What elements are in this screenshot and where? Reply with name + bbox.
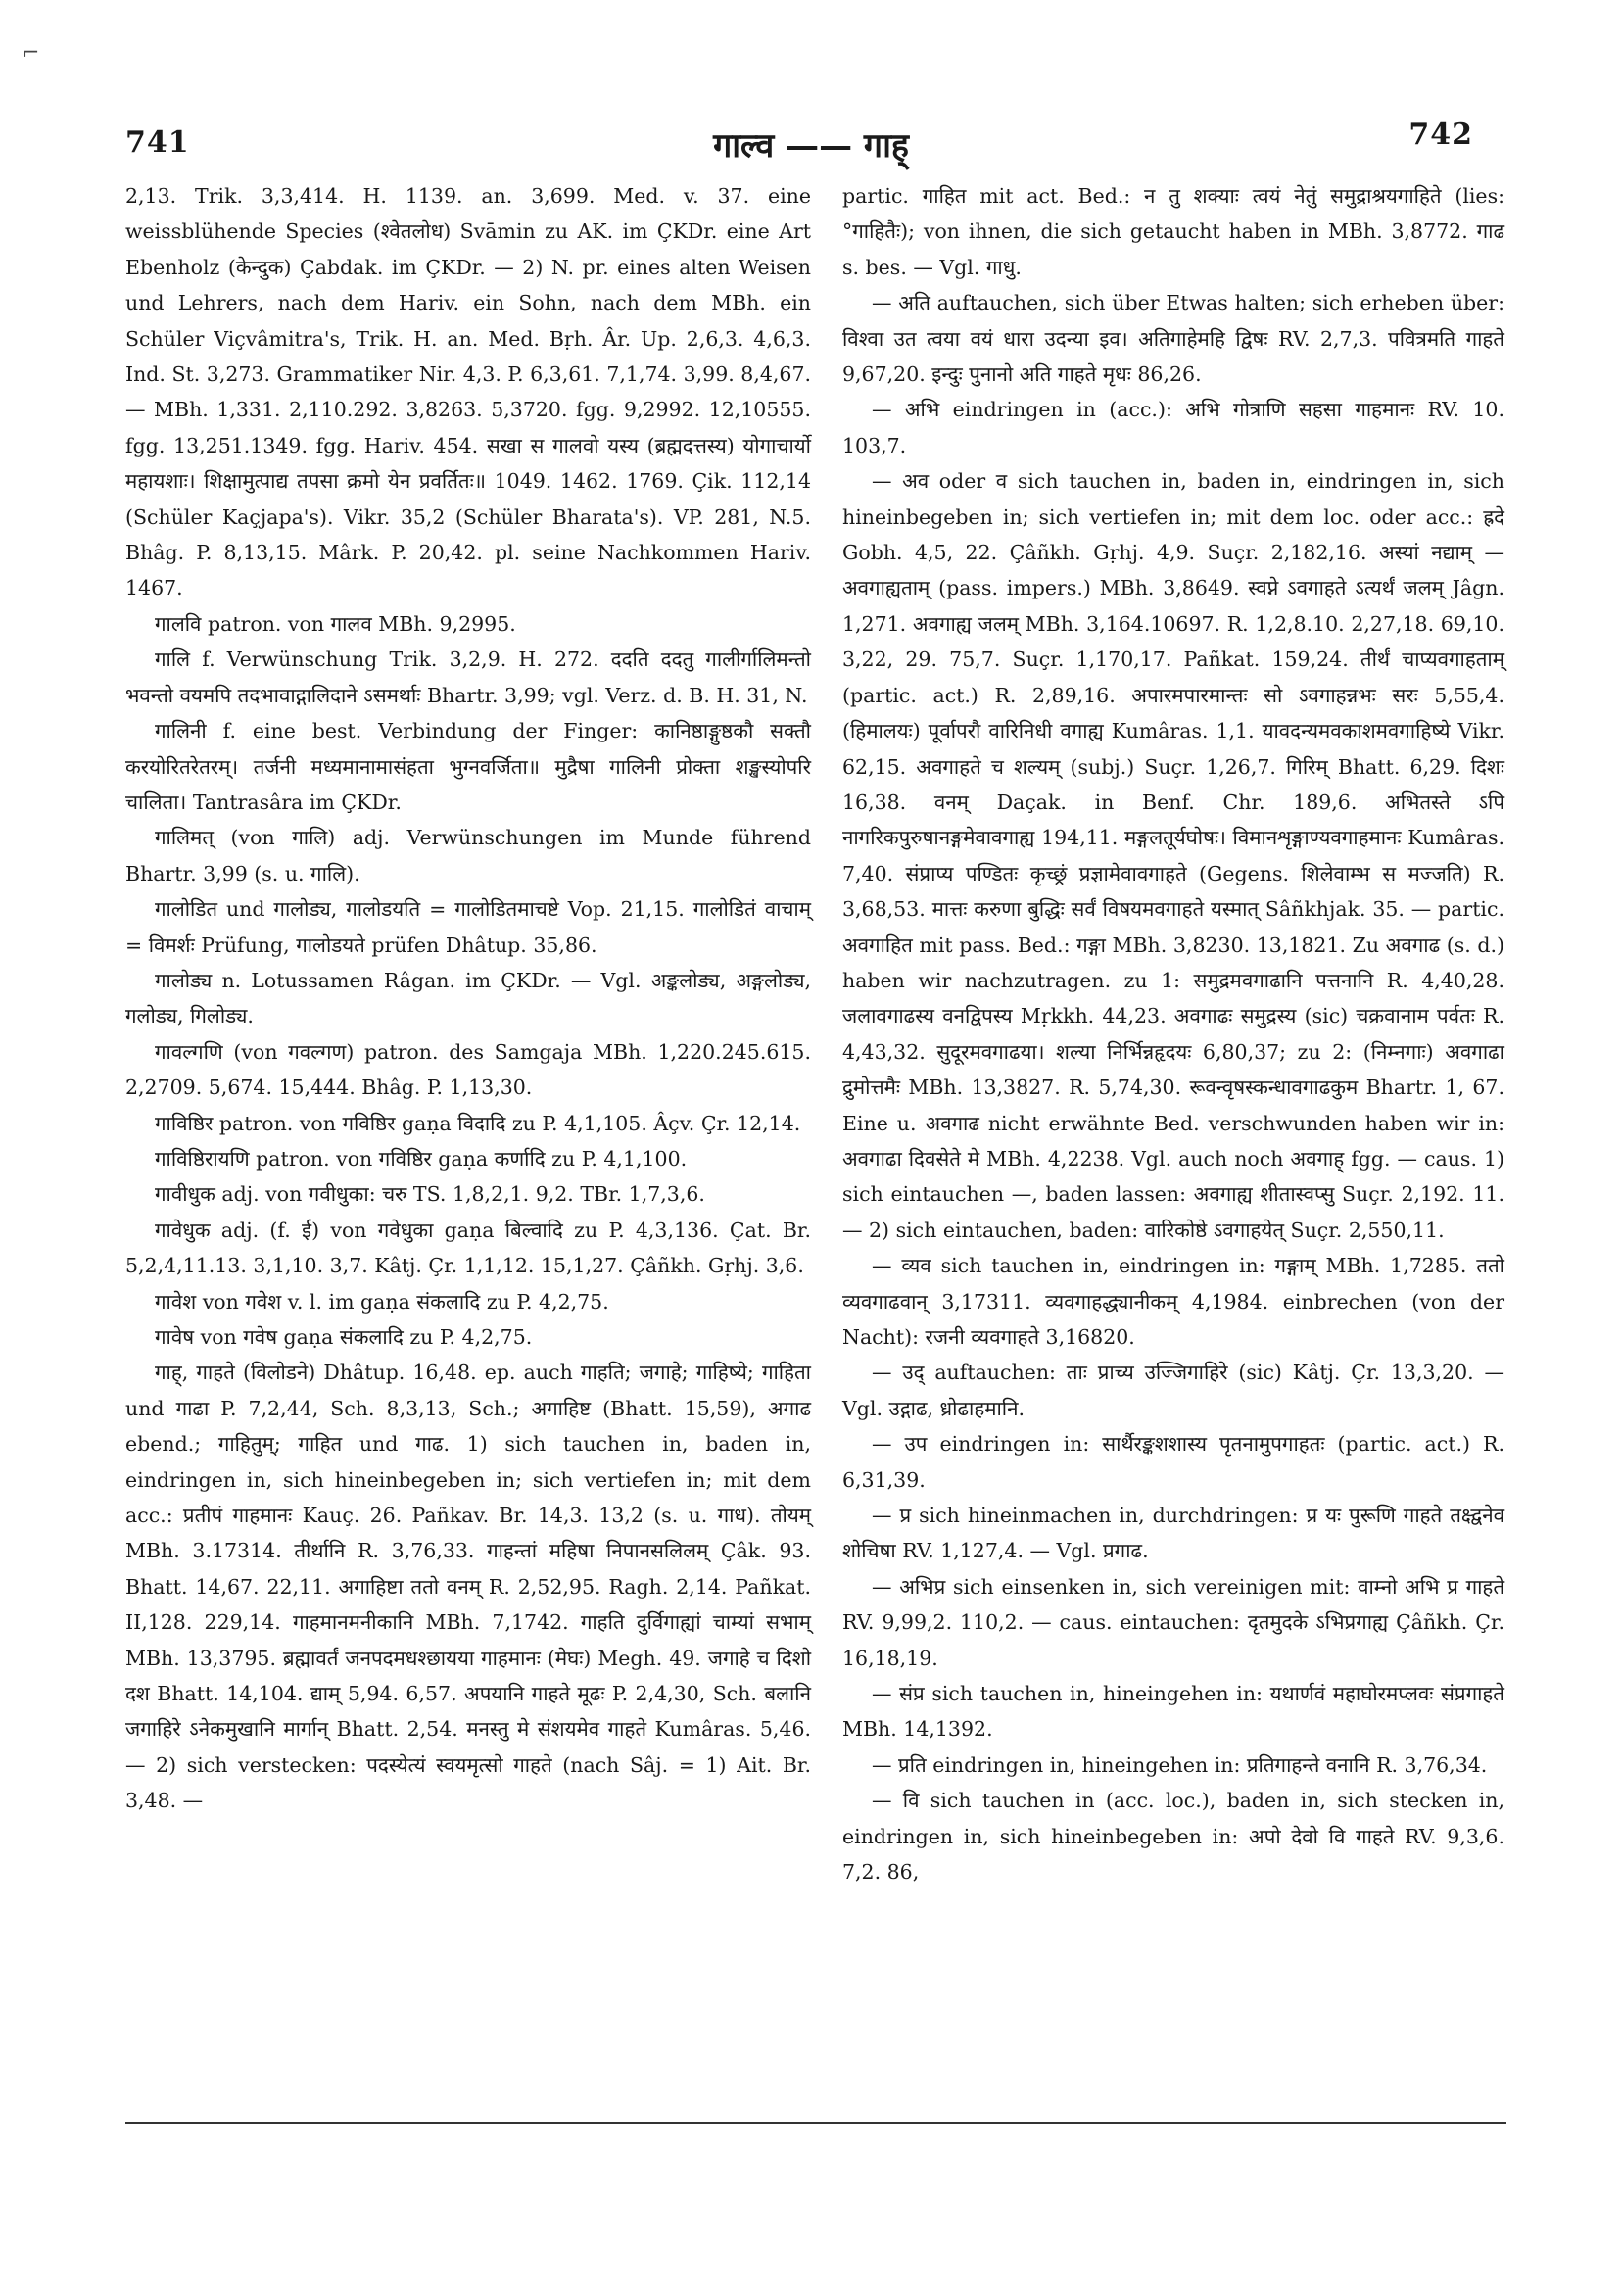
scan-mark: ⌐ — [22, 41, 40, 66]
entry-paragraph: — अभि eindringen in (acc.): अभि गोत्राणि सहसा गाहमानः RV. 10. 103,7. — [842, 398, 1504, 457]
entry-paragraph: गावीधुक adj. von गवीधुका: चरु TS. 1,8,2,1. 9,2. TBr. 1,7,3,6. — [155, 1182, 705, 1207]
left-column — [125, 178, 811, 1819]
entry-paragraph: गालिनी f. eine best. Verbindung der Finger: कानिष्ठाङ्गुष्ठकौ सक्तौ करयोरितरेतरम्। तर्जनी मध्यमानामासंहता भुग्नवर्जिता॥ मुद्रैषा गालिनी प्रोक्ता शङ्खस्योपरि चालिता। Tantrasâra im ÇKDr. — [125, 719, 811, 814]
entry-paragraph: — व्यव sich tauchen in, eindringen in: गङ्गाम् MBh. 1,7285. ततो व्यवगाढवान् 3,17311. व्यवगाहद्ध्यानीकम् 4,1984. einbrechen (von der Nacht): रजनी व्यवगाहते 3,16820. — [842, 1254, 1504, 1349]
entry-paragraph: गालि f. Verwünschung Trik. 3,2,9. H. 272. ददति ददतु गालीर्गालिमन्तो भवन्तो वयमपि तदभावाद्गालिदाने ऽसमर्थाः Bhartr. 3,99; vgl. Verz. d. B. H. 31, N. — [125, 647, 811, 707]
footer-rule — [125, 2122, 1506, 2124]
entry-paragraph: गावेश von गवेश v. l. im gaṇa संकलादि zu P. 4,2,75. — [155, 1289, 609, 1314]
entry-paragraph: — संप्र sich tauchen in, hineingehen in: यथार्णवं महाघोरमप्लवः संप्रगाहते MBh. 14,1392. — [842, 1682, 1504, 1742]
page-number-left: 741 — [125, 125, 190, 160]
entry-paragraph: गालोड्य n. Lotussamen Râgan. im ÇKDr. — Vgl. अङ्कलोड्य, अङ्गलोड्य, गलोड्य, गिलोड्य. — [125, 968, 811, 1028]
entry-paragraph: — अव oder व sich tauchen in, baden in, eindringen in, sich hineinbegeben in; sich vertiefen in; mit dem loc. oder acc.: ह्रदे Gobh. 4,5, 22. Çâñkh. Gṛhj. 4,9. Suçr. 2,182,16. अस्यां नद्याम् — अवगाह्यताम् (pass. impers.) MBh. 3,8649. स्वप्ने ऽवगाहते ऽत्यर्थं जलम् Jâgn. 1,271. अवगाह्य जलम् MBh. 3,164.10697. R. 1,2,8.10. 2,27,18. 69,10. 3,22, 29. 75,7. Suçr. 1,170,17. Pañkat. 159,24. तीर्थं चाप्यवगाहताम् (partic. act.) R. 2,89,16. अपारमपारमान्तः सो ऽवगाहन्नभः सरः 5,55,4. (हिमालयः) पूर्वापरौ वारिनिधी वगाह्य Kumâras. 1,1. यावदन्यमवकाशमवगाहिष्ये Vikr. 62,15. अवगाहते च शल्यम् (subj.) Suçr. 1,26,7. गिरिम् Bhatt. 6,29. दिशः 16,38. वनम् Daçak. in Benf. Chr. 189,6. अभितस्ते ऽपि नागरिकपुरुषानङ्गमेवावगाह्य 194,11. मङ्गलतूर्यघोषः। विमानशृङ्गाण्यवगाहमानः Kumâras. 7,40. संप्राप्य पण्डितः कृच्छ्रं प्रज्ञामेवावगाहते (Gegens. शिलेवाम्भ स मज्जति) R. 3,68,53. मात्तः करुणा बुद्धिः सर्वं विषयमवगाहते यस्मात् Sâñkhjak. 35. — partic. अवगाहित mit pass. Bed.: गङ्गा MBh. 3,8230. 13,1821. Zu अवगाढ (s. d.) haben wir nachzutragen. zu 1: समुद्रमवगाढानि पत्तनानि R. 4,40,28. जलावगाढस्य वनद्विपस्य Mṛkkh. 44,23. अवगाढः समुद्रस्य (sic) चक्रवानाम पर्वतः R. 4,43,32. सुदूरमवगाढया। शल्या निर्भिन्नहृदयः 6,80,37; zu 2: (निम्नगाः) अवगाढा द्रुमोत्तमैः MBh. 13,3827. R. 5,74,30. रूवन्वृषस्कन्धावगाढकुम Bhartr. 1, 67. Eine u. अवगाढ nicht erwähnte Bed. verschwunden haben wir in: अवगाढा दिवसेते मे MBh. 4,2238. Vgl. auch noch अवगाह् fgg. — caus. 1) sich eintauchen —, baden lassen: अवगाह्य शीतास्वप्सु Suçr. 2,192. 11. — 2) sich eintauchen, baden: वारिकोष्ठे ऽवगाहयेत् Suçr. 2,550,11. — [842, 469, 1504, 1242]
entry-paragraph: गालवि patron. von गालव MBh. 9,2995. — [155, 611, 516, 636]
entry-paragraph: — प्र sich hineinmachen in, durchdringen: प्र यः पुरूणि गाहते तक्ष्द्वनेव शोचिषा RV. 1,127,4. — Vgl. प्रगाढ. — [842, 1504, 1504, 1563]
running-title: गाल्व —— गाह् — [713, 126, 909, 166]
entry-paragraph: partic. गाहित mit act. Bed.: न तु शक्याः त्वयं नेतुं समुद्राश्रयगाहिते (lies: °गाहितैः); von ihnen, die sich getaucht haben in MBh. 3,8772. गाढ s. bes. — Vgl. गाधु. — [842, 184, 1504, 279]
entry-paragraph: गालोडित und गालोड्य, गालोडयति = गालोडितमाचष्टे Vop. 21,15. गालोडितं वाचाम् = विमर्शः Prüfung, गालोडयते prüfen Dhâtup. 35,86. — [125, 897, 811, 957]
entry-paragraph: — अति auftauchen, sich über Etwas halten; sich erheben über: विश्वा उत त्वया वयं धारा उदन्या इव। अतिगाहेमहि द्विषः RV. 2,7,3. पवित्रमति गाहते 9,67,20. इन्दुः पुनानो अति गाहते मृधः 86,26. — [842, 291, 1504, 387]
entry-paragraph: — उप eindringen in: सार्थैरङ्कशशास्य पृतनामुपगाहतः (partic. act.) R. 6,31,39. — [842, 1432, 1504, 1492]
entry-paragraph: — वि sich tauchen in (acc. loc.), baden in, sich stecken in, eindringen in, sich hineinbegeben in: अपो देवो वि गाहते RV. 9,3,6. 7,2. 86, — [842, 1789, 1504, 1885]
entry-paragraph: गालिमत् (von गालि) adj. Verwünschungen im Munde führend Bhartr. 3,99 (s. u. गालि). — [125, 826, 811, 885]
entry-paragraph: गावेष von गवेष gaṇa संकलादि zu P. 4,2,75. — [155, 1325, 533, 1349]
entry-paragraph: गाविष्ठिर patron. von गविष्ठिर gaṇa विदादि zu P. 4,1,105. Âçv. Çr. 12,14. — [155, 1111, 801, 1135]
entry-paragraph: गाह्, गाहते (विलोडने) Dhâtup. 16,48. ep. auch गाहति; जगाहे; गाहिष्ये; गाहिता und गाढा P. 7,2,44, Sch. 8,3,13, Sch.; अगाहिष्ट (Bhatt. 15,59), अगाढ ebend.; गाहितुम्; गाहित und गाढ. 1) sich tauchen in, baden in, eindringen in, sich hineinbegeben in; sich vertiefen in; mit dem acc.: प्रतीपं गाहमानः Kauç. 26. Pañkav. Br. 14,3. 13,2 (s. u. गाध). तोयम् MBh. 3.17314. तीर्थानि R. 3,76,33. गाहन्तां महिषा निपानसलिलम् Çâk. 93. Bhatt. 14,67. 22,11. अगाहिष्टा ततो वनम् R. 2,52,95. Ragh. 2,14. Pañkat. II,128. 229,14. गाहमानमनीकानि MBh. 7,1742. गाहति दुर्विगाह्यां चाम्यां सभाम् MBh. 13,3795. ब्रह्मावर्तं जनपदमधश्छायया गाहमानः (मेघः) Megh. 49. जगाहे च दिशो दश Bhatt. 14,104. द्याम् 5,94. 6,57. अपयानि गाहते मूढः P. 2,4,30, Sch. बलानि जगाहिरे ऽनेकमुखानि मार्गान् Bhatt. 2,54. मनस्तु मे संशयमेव गाहते Kumâras. 5,46. — 2) sich verstecken: पदस्येत्यं स्वयमृत्सो गाहते (nach Sâj. = 1) Ait. Br. 3,48. — — [125, 1361, 811, 1813]
entry-paragraph: गावल्गणि (von गवल्गण) patron. des Samgaja MBh. 1,220.245.615. 2,2709. 5,674. 15,444. Bhâg. P. 1,13,30. — [125, 1039, 811, 1100]
right-column — [842, 178, 1504, 1890]
entry-paragraph: गाविष्ठिरायणि patron. von गविष्ठिर gaṇa कर्णादि zu P. 4,1,100. — [155, 1146, 688, 1171]
entry-paragraph: — उद् auftauchen: ताः प्राच्य उज्जिगाहिरे (sic) Kâtj. Çr. 13,3,20. — Vgl. उद्गाढ, ध्रोढाहमानि. — [842, 1361, 1504, 1420]
entry-paragraph: गावेधुक adj. (f. ई) von गवेधुका gaṇa बिल्वादि zu P. 4,3,136. Çat. Br. 5,2,4,11.13. 3,1,10. 3,7. Kâtj. Çr. 1,1,12. 15,1,27. Çâñkh. Gṛhj. 3,6. — [125, 1218, 811, 1278]
entry-paragraph: 2,13. Trik. 3,3,414. H. 1139. an. 3,699. Med. v. 37. eine weissblühende Species (श्वेतलोध) Svāmin zu AK. im ÇKDr. eine Art Ebenholz (केन्दुक) Çabdak. im ÇKDr. — 2) N. pr. eines alten Weisen und Lehrers, nach dem Hariv. ein Sohn, nach dem MBh. ein Schüler Viçvâmitra's, Trik. H. an. Med. Bṛh. Âr. Up. 2,6,3. 4,6,3. Ind. St. 3,273. Grammatiker Nir. 4,3. P. 6,3,61. 7,1,74. 3,99. 8,4,67. — MBh. 1,331. 2,110.292. 3,8263. 5,3720. fgg. 9,2992. 12,10555. fgg. 13,251.1349. fgg. Hariv. 454. सखा स गालवो यस्य (ब्रह्मदत्तस्य) योगाचार्यो महायशाः। शिक्षामुत्पाद्य तपसा क्रमो येन प्रवर्तितः॥ 1049. 1462. 1769. Çik. 112,14 (Schüler Kaçjapa's). Vikr. 35,2 (Schüler Bharata's). VP. 281, N.5. Bhâg. P. 8,13,15. Mârk. P. 20,42. pl. seine Nachkommen Hariv. 1467. — [125, 184, 811, 600]
page-number-right: 742 — [1408, 118, 1473, 152]
entry-paragraph: — प्रति eindringen in, hineingehen in: प्रतिगाहन्ते वनानि R. 3,76,34. — [872, 1752, 1488, 1777]
entry-paragraph: — अभिप्र sich einsenken in, sich vereinigen mit: वाम्नो अभि प्र गाहते RV. 9,99,2. 110,2. — caus. eintauchen: दृतमुदके ऽभिप्रगाह्य Çâñkh. Çr. 16,18,19. — [842, 1574, 1504, 1670]
